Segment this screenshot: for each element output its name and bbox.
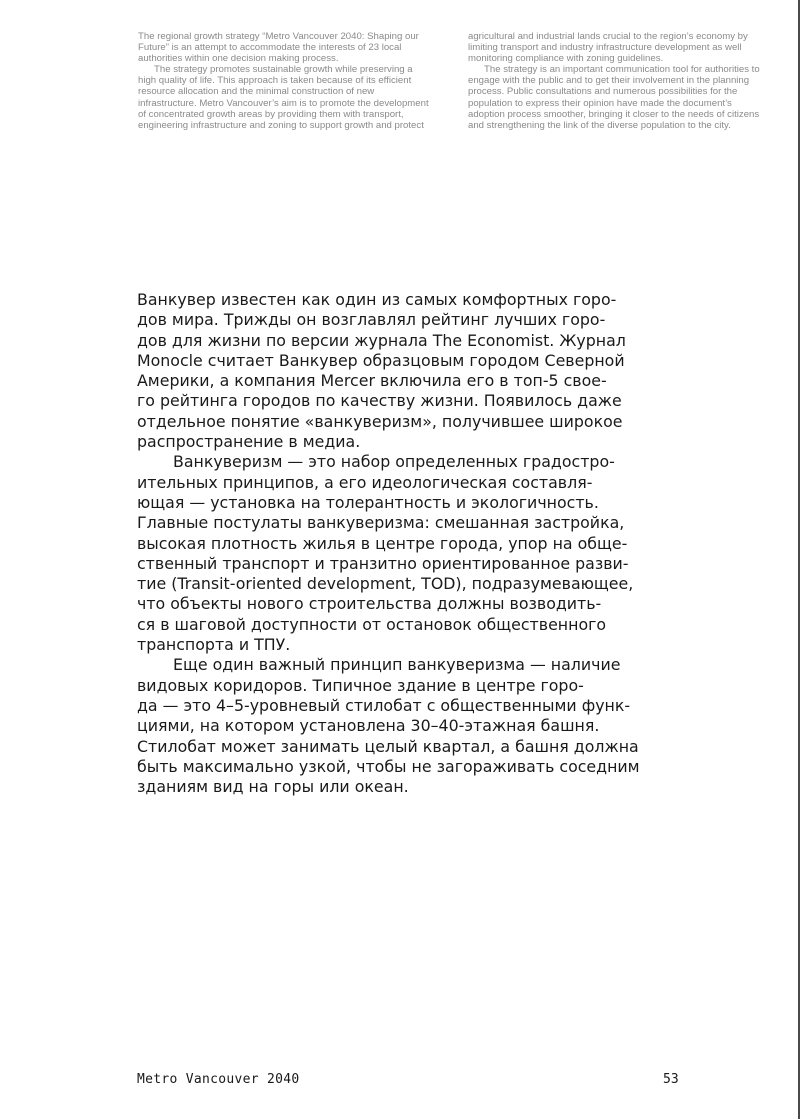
text-line: видовых коридоров. Типичное здание в центре горо-	[137, 675, 584, 695]
text-line: Monocle считает Ванкувер образцовым городом Северной	[137, 350, 625, 370]
text-line: ственный транспорт и транзитно ориентированное разви-	[137, 553, 629, 573]
text-line: Главные постулаты ванкуверизма: смешанная застройка,	[137, 513, 625, 533]
text-line: тие (Transit-oriented development, TOD), подразумевающее,	[137, 574, 634, 594]
text-line: ся в шаговой доступности от остановок общественного	[137, 614, 607, 634]
text-line: Стилобат может занимать целый квартал, а башня должна	[137, 736, 639, 756]
text-line: отдельное понятие «ванкуверизм», получившее широкое	[137, 411, 623, 431]
english-summary-right-column	[468, 31, 768, 131]
text-line: высокая плотность жилья в центре города, упор на обще-	[137, 533, 628, 553]
summary-paragraph: The strategy is an important communication tool for authorities to engage with the public and to get their involvement in the planning process. Public consultations and numerous possibilities for the population to express their opinion have made the document’s adoption process smoother, bringing it closer to the needs of citizens and strengthening the link of the diverse population to the city.	[468, 64, 760, 131]
text-line: Еще один важный принцип ванкуверизма — наличие	[173, 655, 621, 675]
text-line: дов мира. Трижды он возглавлял рейтинг лучших горо-	[137, 310, 606, 330]
text-line: Ванкувер известен как один из самых комфортных горо-	[137, 290, 617, 309]
text-line: транспорта и ТПУ.	[137, 635, 291, 655]
text-line: быть максимально узкой, чтобы не загораживать соседним	[137, 756, 640, 776]
text-line: Ванкуверизм — это набор определенных градостро-	[173, 452, 615, 472]
main-russian-text	[137, 290, 677, 797]
summary-paragraph: agricultural and industrial lands crucial to the region’s economy by limiting transport and industry infrastructure development as well monitoring compliance with zoning guidelines.	[468, 31, 748, 65]
text-line: ительных принципов, а его идеологическая составля-	[137, 472, 593, 492]
footer-title: Metro Vancouver 2040	[137, 1072, 300, 1087]
text-line: циями, на котором установлена 30–40-этажная башня.	[137, 716, 600, 736]
text-line: го рейтинга городов по качеству жизни. Появилось даже	[137, 391, 622, 411]
text-line: ющая — установка на толерантность и экологичность.	[137, 492, 599, 512]
text-line: Америки, а компания Mercer включила его в топ-5 свое-	[137, 371, 607, 391]
text-line: распространение в медиа.	[137, 432, 361, 452]
summary-paragraph: The regional growth strategy “Metro Vancouver 2040: Shaping our Future” is an attempt to accommodate the interests of 23 local authorities within one decision making process.	[138, 31, 419, 65]
text-line: что объекты нового строительства должны возводить-	[137, 594, 602, 614]
summary-paragraph: The strategy promotes sustainable growth while preserving a high quality of life. This approach is taken because of its efficient resource allocation and the minimal construction of new infrastructure. Metro Vancouver’s aim is to promote the development of concentrated growth areas by providing them with transport, engineering infrastructure and zoning to support growth and protect	[138, 64, 429, 131]
page-number: 53	[663, 1072, 679, 1087]
text-line: да — это 4–5-уровневый стилобат с общественными функ-	[137, 695, 631, 715]
text-line: дов для жизни по версии журнала The Economist. Журнал	[137, 330, 626, 350]
text-line: зданиям вид на горы или океан.	[137, 777, 409, 797]
english-summary-left-column	[138, 31, 433, 131]
